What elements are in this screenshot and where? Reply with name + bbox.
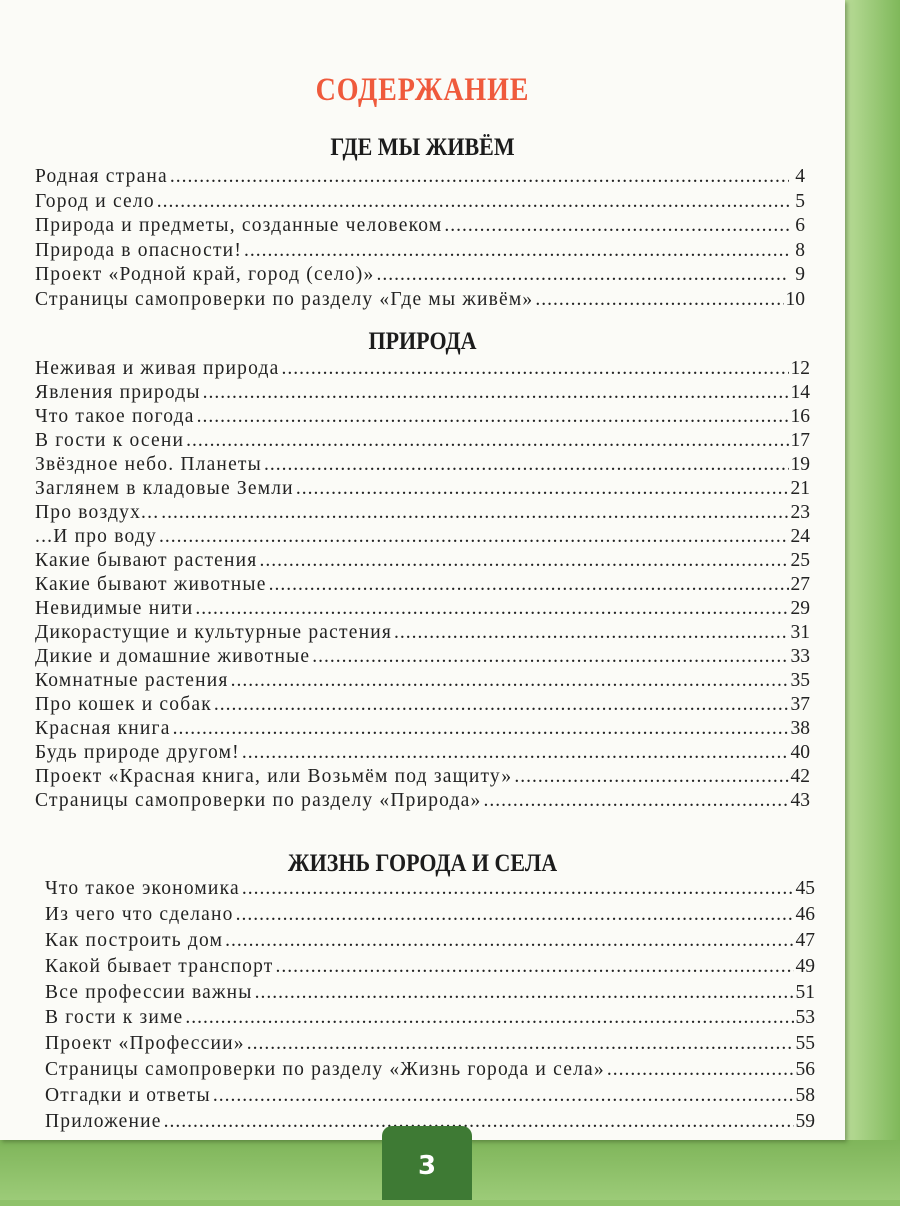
toc-entry[interactable] [45, 982, 815, 1008]
toc-entry-label: Какие бывают животные [35, 574, 267, 595]
toc-entry-page: 5 [795, 190, 805, 212]
toc-entry-label: Из чего что сделано [45, 903, 234, 925]
toc-entry-label: Все профессии важны [45, 981, 253, 1003]
toc-entry-page: 25 [790, 550, 810, 571]
dot-leader [444, 215, 789, 237]
toc-entry-label: Дикорастущие и культурные растения [35, 622, 393, 643]
toc-entry-label: Дикие и домашние животные [35, 646, 311, 667]
toc-entry-page: 56 [795, 1059, 815, 1081]
dot-leader [195, 598, 788, 620]
toc-entry-page: 43 [790, 790, 810, 811]
toc-entry-page: 24 [790, 526, 810, 547]
toc-entry-page: 51 [795, 981, 815, 1003]
toc-entry[interactable] [35, 742, 810, 766]
section-heading: ПРИРОДА [368, 328, 477, 355]
toc-entry[interactable] [35, 646, 810, 670]
dot-leader [244, 240, 789, 262]
dot-leader [214, 694, 789, 716]
toc-entry[interactable] [35, 289, 805, 314]
toc-entry[interactable] [35, 430, 810, 454]
section-heading: ЖИЗНЬ ГОРОДА И СЕЛА [287, 850, 558, 877]
toc-entry[interactable] [35, 406, 810, 430]
toc-entry-label: Страницы самопроверки по разделу «Где мы живём» [35, 288, 534, 310]
toc-entry-label: Проект «Красная книга, или Возьмём под защиту» [35, 766, 513, 787]
toc-entry-label: В гости к осени [35, 430, 185, 451]
toc-entry-label: Приложение [45, 1111, 162, 1133]
section-heading: ГДЕ МЫ ЖИВЁМ [330, 134, 515, 161]
toc-entry[interactable] [35, 358, 810, 382]
dot-leader [242, 742, 789, 764]
toc-list [45, 878, 815, 1137]
toc-entry-page: 45 [795, 878, 815, 899]
dot-leader [161, 502, 788, 524]
toc-entry-page: 37 [790, 694, 810, 715]
toc-entry-page: 58 [795, 1085, 815, 1107]
toc-entry-label: Что такое экономика [45, 878, 240, 899]
dot-leader [255, 982, 794, 1004]
toc-entry-label: Как построить дом [45, 929, 224, 951]
page-number: 3 [382, 1126, 472, 1200]
toc-list [35, 358, 810, 814]
toc-entry-label: Страницы самопроверки по разделу «Жизнь города и села» [45, 1059, 605, 1081]
toc-entry[interactable] [35, 718, 810, 742]
toc-entry-label: Про воздух... [35, 502, 160, 523]
toc-entry[interactable] [35, 550, 810, 574]
toc-entry[interactable] [35, 454, 810, 478]
toc-entry[interactable] [35, 766, 810, 790]
toc-entry-page: 53 [795, 1007, 815, 1029]
toc-entry-page: 46 [795, 903, 815, 925]
dot-leader [247, 1033, 794, 1055]
dot-leader [607, 1059, 794, 1081]
toc-entry-label: Невидимые нити [35, 598, 194, 619]
toc-entry-page: 49 [795, 955, 815, 977]
dot-leader [264, 454, 789, 476]
toc-entry-label: Явления природы [35, 382, 201, 403]
dot-leader [203, 382, 789, 404]
toc-entry[interactable] [45, 956, 815, 982]
dot-leader [185, 1007, 793, 1029]
toc-entry[interactable] [35, 574, 810, 598]
dot-leader [173, 718, 789, 740]
toc-entry-page: 38 [790, 718, 810, 739]
dot-leader [164, 1111, 794, 1133]
toc-entry-label: Про кошек и собак [35, 694, 212, 715]
toc-entry[interactable] [45, 930, 815, 956]
page-title: СОДЕРЖАНИЕ [315, 72, 530, 108]
toc-entry[interactable] [35, 502, 810, 526]
dot-leader [483, 790, 788, 812]
dot-leader [197, 406, 789, 428]
dot-leader [159, 526, 789, 548]
toc-entry-page: 8 [795, 239, 805, 261]
toc-entry[interactable] [45, 1059, 815, 1085]
dot-leader [157, 191, 789, 213]
toc-entry[interactable] [35, 264, 805, 289]
toc-entry-page: 4 [795, 166, 805, 187]
toc-entry[interactable] [35, 382, 810, 406]
toc-entry-page: 12 [790, 358, 810, 379]
toc-entry-label: Что такое погода [35, 406, 195, 427]
toc-entry-label: Природа в опасности! [35, 239, 243, 261]
toc-entry-page: 40 [790, 742, 810, 763]
toc-entry[interactable] [35, 215, 805, 240]
dot-leader [225, 930, 793, 952]
dot-leader [242, 878, 794, 900]
toc-entry-page: 31 [790, 622, 810, 643]
toc-entry[interactable] [35, 670, 810, 694]
toc-entry-label: Проект «Родной край, город (село)» [35, 264, 375, 286]
toc-entry-page: 21 [790, 478, 810, 499]
dot-leader [514, 766, 788, 788]
toc-entry[interactable] [35, 598, 810, 622]
toc-entry-label: Какие бывают растения [35, 550, 258, 571]
toc-entry[interactable] [45, 1033, 815, 1059]
toc-entry[interactable] [35, 478, 810, 502]
dot-leader [231, 670, 789, 692]
toc-entry-label: ...И про воду [35, 526, 157, 547]
dot-leader [312, 646, 788, 668]
toc-entry-label: Город и село [35, 190, 155, 212]
toc-entry-label: Звёздное небо. Планеты [35, 454, 262, 475]
toc-entry[interactable] [35, 694, 810, 718]
toc-entry[interactable] [35, 191, 805, 216]
toc-entry-label: Заглянем в кладовые Земли [35, 478, 294, 499]
toc-entry-page: 19 [790, 454, 810, 475]
dot-leader [282, 358, 789, 380]
toc-entry-page: 14 [790, 382, 810, 403]
dot-leader [213, 1085, 794, 1107]
toc-entry[interactable] [35, 622, 810, 646]
toc-entry-page: 17 [790, 430, 810, 451]
toc-entry[interactable] [35, 240, 805, 265]
toc-entry-label: Красная книга [35, 718, 171, 739]
toc-entry[interactable] [35, 166, 805, 191]
toc-list [35, 166, 805, 314]
toc-entry-page: 55 [795, 1033, 815, 1055]
dot-leader [535, 289, 783, 311]
toc-entry[interactable] [45, 904, 815, 930]
toc-entry-page: 23 [790, 502, 810, 523]
toc-entry-label: Родная страна [35, 166, 168, 187]
toc-entry-page: 10 [785, 288, 805, 310]
dot-leader [376, 264, 789, 286]
toc-entry-label: Будь природе другом! [35, 742, 240, 763]
dot-leader [275, 956, 793, 978]
toc-entry-page: 27 [790, 574, 810, 595]
toc-entry-page: 35 [790, 670, 810, 691]
toc-entry-label: Проект «Профессии» [45, 1033, 245, 1055]
toc-entry-label: Отгадки и ответы [45, 1085, 211, 1107]
toc-entry[interactable] [35, 526, 810, 550]
toc-entry[interactable] [45, 1007, 815, 1033]
toc-entry-label: Комнатные растения [35, 670, 229, 691]
toc-entry-label: Какой бывает транспорт [45, 955, 274, 977]
toc-entry[interactable] [35, 790, 810, 814]
toc-entry-page: 6 [795, 215, 805, 237]
toc-entry-page: 47 [795, 929, 815, 951]
dot-leader [269, 574, 789, 596]
toc-entry[interactable] [45, 878, 815, 904]
dot-leader [259, 550, 788, 572]
dot-leader [186, 430, 788, 452]
dot-leader [236, 904, 794, 926]
green-leaf-border-right [845, 0, 900, 1200]
dot-leader [394, 622, 788, 644]
toc-entry-label: Природа и предметы, созданные человеком [35, 215, 443, 237]
dot-leader [170, 166, 789, 188]
toc-entry-page: 33 [790, 646, 810, 667]
toc-entry-label: В гости к зиме [45, 1007, 184, 1029]
toc-entry[interactable] [45, 1085, 815, 1111]
toc-entry-page: 16 [790, 406, 810, 427]
toc-entry-page: 9 [795, 264, 805, 286]
toc-entry-page: 42 [790, 766, 810, 787]
toc-entry-page: 59 [795, 1111, 815, 1133]
toc-entry-page: 29 [790, 598, 810, 619]
dot-leader [296, 478, 789, 500]
toc-entry-label: Неживая и живая природа [35, 358, 280, 379]
toc-entry-label: Страницы самопроверки по разделу «Природа» [35, 790, 482, 811]
